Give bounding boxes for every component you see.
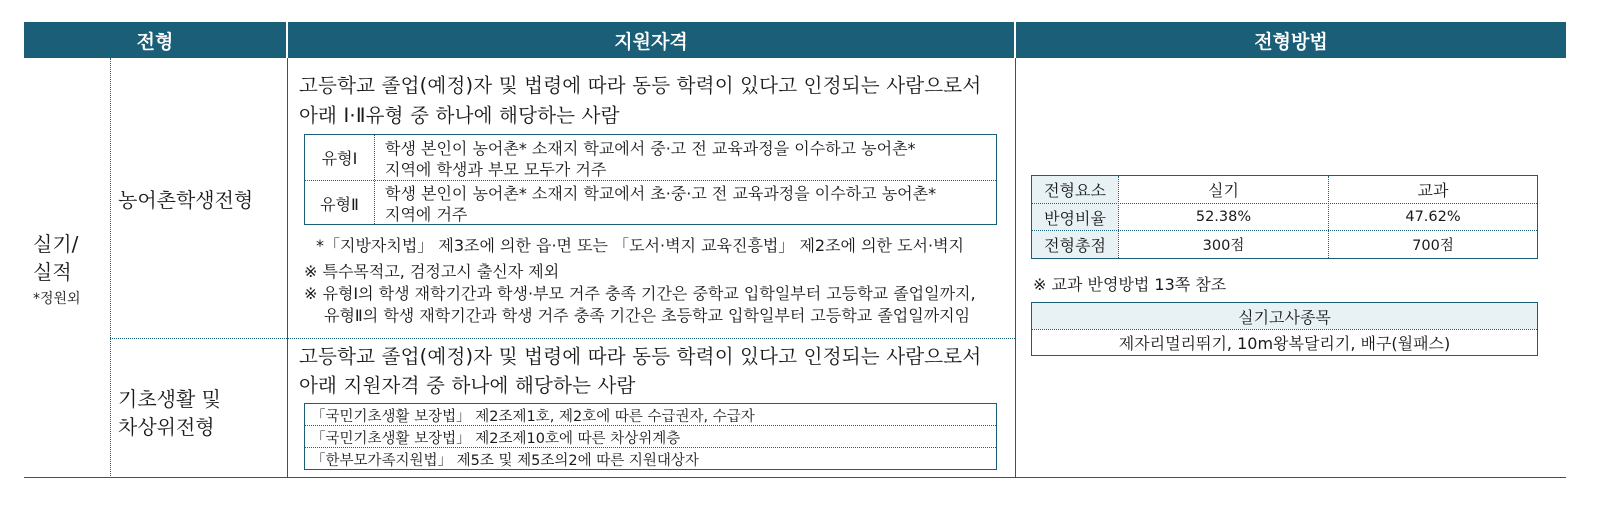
score-row-total-label: 전형총점	[1032, 231, 1118, 258]
col-divider-method	[1015, 58, 1016, 478]
rural-intro-line1: 고등학교 졸업(예정)자 및 법령에 따라 동등 학력이 있다고 인정되는 사람으로서	[299, 74, 982, 97]
col-divider-eligibility	[287, 58, 288, 478]
basic-item-3: 「한부모가족지원법」 제5조 및 제5조의2에 따른 지원대상자	[311, 453, 699, 469]
score-ratio-subject: 47.62%	[1405, 209, 1461, 225]
rural-footnote: *「지방자치법」 제3조에 의한 읍·면 또는 「도서·벽지 교육진흥법」 제2조에 의한 도서·벽지	[316, 236, 964, 255]
events-list: 제자리멀리뛰기, 10m왕복달리기, 배구(월패스)	[1118, 334, 1451, 353]
practical-events-table	[1031, 302, 1538, 356]
score-header-element: 전형요소	[1032, 176, 1118, 203]
basic-item-2: 「국민기초생활 보장법」 제2조제10호에 따른 차상위계층	[311, 431, 681, 447]
rural-note-3: 유형Ⅱ의 학생 재학기간과 학생 거주 충족 기간은 초등학교 입학일부터 고등학교 졸업일까지임	[324, 306, 971, 325]
method-note: ※ 교과 반영방법 13쪽 참조	[1033, 275, 1227, 294]
header-label-eligibility: 지원자격	[614, 30, 688, 53]
score-total-practical: 300점	[1202, 238, 1245, 254]
header-label-method: 전형방법	[1254, 30, 1328, 53]
header-label-selection: 전형	[136, 30, 174, 53]
rural-selection-name: 농어촌학생전형	[118, 188, 254, 212]
table-bottom-border	[24, 477, 1566, 478]
basic-selection-name-line2: 차상위전형	[118, 415, 215, 439]
score-total-subject: 700점	[1412, 238, 1454, 254]
score-ratio-practical: 52.38%	[1195, 209, 1252, 225]
basic-selection-name-line1: 기초생활 및	[118, 387, 221, 411]
score-header-practical: 실기	[1208, 181, 1239, 200]
rural-note-2: ※ 유형Ⅰ의 학생 재학기간과 학생·부모 거주 충족 기간은 중학교 입학일부터 고등학교 졸업일까지,	[304, 284, 976, 303]
basic-items-table	[304, 403, 997, 470]
category-line2: 실적	[33, 260, 72, 284]
score-header-subject: 교과	[1417, 181, 1449, 200]
basic-intro-line2: 아래 지원자격 중 하나에 해당하는 사람	[299, 374, 636, 397]
type1-label: 유형Ⅰ	[321, 149, 358, 168]
rural-intro-line2: 아래 Ⅰ·Ⅱ유형 중 하나에 해당하는 사람	[299, 104, 620, 127]
basic-item-1: 「국민기초생활 보장법」 제2조제1호, 제2호에 따른 수급권자, 수급자	[311, 409, 755, 425]
row-divider	[110, 338, 1015, 339]
type1-line1: 학생 본인이 농어촌* 소재지 학교에서 중·고 전 교육과정을 이수하고 농어촌*	[385, 139, 916, 158]
rural-note-1: ※ 특수목적고, 검정고시 출신자 제외	[304, 262, 560, 281]
category-line1: 실기/	[33, 232, 79, 256]
type1-line2: 지역에 학생과 부모 모두가 거주	[385, 160, 607, 179]
events-title: 실기고사종목	[1032, 303, 1537, 329]
rural-types-table	[304, 134, 997, 225]
method-score-table	[1031, 175, 1538, 259]
header-col-selection	[24, 22, 286, 58]
type2-label: 유형Ⅱ	[320, 194, 359, 214]
col-divider-category	[110, 58, 111, 478]
header-col-method	[1016, 22, 1566, 58]
score-row-ratio-label: 반영비율	[1032, 204, 1118, 230]
type2-line2: 지역에 거주	[385, 205, 468, 224]
basic-intro-line1: 고등학교 졸업(예정)자 및 법령에 따라 동등 학력이 있다고 인정되는 사람으로서	[299, 345, 982, 368]
header-col-eligibility	[288, 22, 1014, 58]
type2-line1: 학생 본인이 농어촌* 소재지 학교에서 초·중·고 전 교육과정을 이수하고 농어촌*	[385, 184, 937, 203]
category-note: *정원외	[33, 291, 81, 307]
